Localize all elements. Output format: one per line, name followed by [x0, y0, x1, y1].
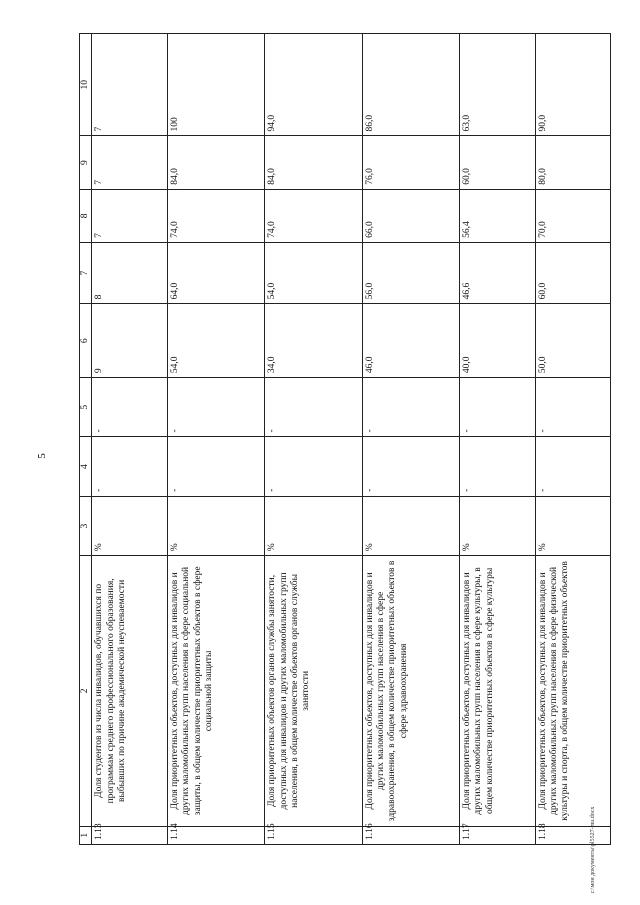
- row-number: 1.14: [167, 826, 264, 844]
- value-cell: -: [265, 437, 362, 496]
- value-cell: 7: [92, 136, 167, 189]
- value-cell: 54,0: [265, 242, 362, 303]
- value-cell: 60,0: [535, 242, 610, 303]
- value-cell: -: [362, 378, 459, 437]
- value-cell: -: [460, 378, 535, 437]
- value-cell: -: [535, 437, 610, 496]
- footer-file-path: c:\мои документы\pl5527-mu.docx: [590, 806, 596, 894]
- row-number: 1.15: [265, 826, 362, 844]
- column-header: 6: [80, 304, 92, 378]
- value-cell: 46,6: [460, 242, 535, 303]
- column-header: 3: [80, 496, 92, 555]
- table-row: [265, 34, 362, 845]
- unit-cell: %: [92, 496, 167, 555]
- column-header: 2: [80, 556, 92, 826]
- table-row: [362, 34, 459, 845]
- indicator-description: Доля приоритетных объектов, доступных для инвалидов и других маломобильных групп населения в сфере социальной защиты, в общем количестве приоритетных объектов в сфере социальной защиты: [167, 556, 264, 826]
- value-cell: -: [362, 437, 459, 496]
- value-cell: 86,0: [362, 34, 459, 136]
- column-header: 8: [80, 189, 92, 242]
- value-cell: 50,0: [535, 304, 610, 378]
- table-row: [460, 34, 535, 845]
- value-cell: 76,0: [362, 136, 459, 189]
- value-cell: 56,0: [362, 242, 459, 303]
- value-cell: -: [92, 437, 167, 496]
- value-cell: 66,0: [362, 189, 459, 242]
- value-cell: 54,0: [167, 304, 264, 378]
- value-cell: 8: [92, 242, 167, 303]
- unit-cell: %: [265, 496, 362, 555]
- column-header: 5: [80, 378, 92, 437]
- table-row: [167, 34, 264, 845]
- column-header: 9: [80, 136, 92, 189]
- value-cell: 46,0: [362, 304, 459, 378]
- value-cell: -: [167, 437, 264, 496]
- value-cell: 63,0: [460, 34, 535, 136]
- value-cell: 74,0: [265, 189, 362, 242]
- value-cell: -: [460, 437, 535, 496]
- row-number: 1.13: [92, 826, 167, 844]
- unit-cell: %: [535, 496, 610, 555]
- row-number: 1.17: [460, 826, 535, 844]
- indicator-description: Доля приоритетных объектов, доступных для инвалидов и других маломобильных групп населения в сфере здравоохранения, в общем количестве приоритетных объектов в сфере здравоохранения: [362, 556, 459, 826]
- column-number-row: [80, 34, 92, 845]
- table-row: [92, 34, 167, 845]
- indicator-description: Доля приоритетных объектов, доступных для инвалидов и других маломобильных групп населения в сфере культуры, в общем количестве приоритетных объектов в сфере культуры: [460, 556, 535, 826]
- table-row: [535, 34, 610, 845]
- column-header: 1: [80, 826, 92, 844]
- unit-cell: %: [362, 496, 459, 555]
- value-cell: 90,0: [535, 34, 610, 136]
- value-cell: 64,0: [167, 242, 264, 303]
- row-number: 1.18: [535, 826, 610, 844]
- column-header: 7: [80, 242, 92, 303]
- value-cell: 80,0: [535, 136, 610, 189]
- value-cell: 84,0: [265, 136, 362, 189]
- value-cell: -: [167, 378, 264, 437]
- value-cell: 34,0: [265, 304, 362, 378]
- value-cell: 7: [92, 34, 167, 136]
- value-cell: 40,0: [460, 304, 535, 378]
- indicator-description: Доля студентов из числа инвалидов, обучавшихся по программам среднего профессионального образования, выбывших по причине академической неуспеваемости: [92, 556, 167, 826]
- value-cell: 100: [167, 34, 264, 136]
- row-number: 1.16: [362, 826, 459, 844]
- value-cell: 9: [92, 304, 167, 378]
- indicator-description: Доля приоритетных объектов, доступных для инвалидов и других маломобильных групп населения в сфере физической культуры и спорта, в общем количестве приоритетных объектов: [535, 556, 610, 826]
- column-header: 10: [80, 34, 92, 136]
- column-header: 4: [80, 437, 92, 496]
- unit-cell: %: [460, 496, 535, 555]
- value-cell: 84,0: [167, 136, 264, 189]
- value-cell: 56,4: [460, 189, 535, 242]
- indicator-table-rotated: [79, 33, 611, 845]
- value-cell: -: [535, 378, 610, 437]
- value-cell: -: [265, 378, 362, 437]
- value-cell: 94,0: [265, 34, 362, 136]
- indicator-table: [79, 33, 611, 845]
- value-cell: 7: [92, 189, 167, 242]
- indicator-description: Доля приоритетных объектов органов службы занятости, доступных для инвалидов и других маломобильных групп населения, в общем количестве объектов органов службы занятости: [265, 556, 362, 826]
- page-number: 5: [35, 453, 48, 459]
- unit-cell: %: [167, 496, 264, 555]
- value-cell: 70,0: [535, 189, 610, 242]
- value-cell: 74,0: [167, 189, 264, 242]
- value-cell: 60,0: [460, 136, 535, 189]
- value-cell: -: [92, 378, 167, 437]
